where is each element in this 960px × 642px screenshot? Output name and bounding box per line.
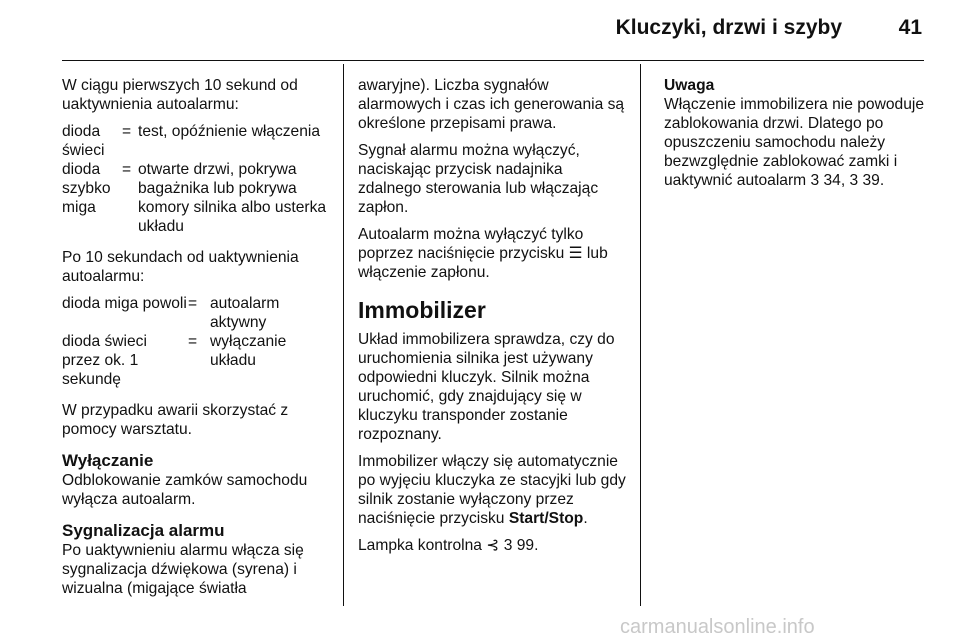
led-state: dioda świeci przez ok. 1 sekundę [62,333,147,388]
immobilizer-auto-text: Immobilizer włączy się automatycznie po wyjęciu kluczyka ze stacyjki lub gdy silnik zostanie wyłączony przez naciśnięcie przycisku Start/Stop. [358,453,626,527]
led-meaning: otwarte drzwi, pokrywa bagażnika lub pokrywa komory silnika albo usterka układu [138,161,327,235]
immobilizer-text: Układ immobilizera sprawdza, czy do uruchomienia silnika jest używany odpowiedni kluczyk. Silnik można uruchomić, gdy znajdujący się w kluczyku transponder zostanie rozpoznany. [358,331,615,443]
led-state: dioda miga powoli [62,295,187,312]
column-divider-2 [640,64,641,606]
note-text: Włączenie immobilizera nie powoduje zablokowania drzwi. Dlatego po opuszczeniu samochodu należy bezwzględnie zablokować zamki i uaktywnić autoalarm 3 34, 3 39. [664,96,925,189]
alarm-off-text: Sygnał alarmu można wyłączyć, naciskając przycisk nadajnika zdalnego sterowania lub włączając zapłon. [358,142,599,216]
sygnalizacja-text: Po uaktywnieniu alarmu włącza się sygnalizacja dźwiękowa (syrena) i wizualna (migające światła [62,542,304,597]
led-table-first-10s [62,122,334,236]
page-number: 41 [898,16,922,39]
equals-sign: = [188,295,198,312]
led-state: dioda szybko miga [62,161,111,216]
wylaczanie-text: Odblokowanie zamków samochodu wyłącza autoalarm. [62,472,308,508]
column-2 [358,76,630,563]
header-rule [62,60,924,61]
control-lamp-text: Lampka kontrolna ⊰ 3 99. [358,537,539,554]
equals-sign: = [122,161,132,178]
led-meaning: test, opóźnienie włączenia [138,123,321,140]
continued-text: awaryjne). Liczba sygnałów alarmowych i czas ich generowania są określone przepisami prawa. [358,77,625,132]
page-reference: 3 99. [503,537,539,554]
equals-sign: = [122,123,132,140]
led-meaning: autoalarm aktywny [210,295,280,331]
immobilizer-lamp-icon: ⊰ [486,537,500,554]
heading-wylaczanie: Wyłączanie [62,451,154,470]
failure-text: W przypadku awarii skorzystać z pomocy warsztatu. [62,402,289,438]
autoalarm-off-text: Autoalarm można wyłączyć tylko poprzez naciśnięcie przycisku ☰ lub włączenie zapłonu. [358,226,608,281]
column-3 [664,76,926,190]
intro-text: W ciągu pierwszych 10 sekund od uaktywnienia autoalarmu: [62,77,298,113]
header-title: Kluczyki, drzwi i szyby [615,16,842,39]
note-title: Uwaga [664,77,715,94]
column-1 [62,76,334,606]
led-table-after-10s [62,294,334,389]
heading-immobilizer: Immobilizer [358,297,486,323]
led-meaning: wyłączanie układu [210,333,287,369]
led-state: dioda świeci [62,123,105,159]
after-10s-text: Po 10 sekundach od uaktywnienia autoalarmu: [62,249,299,285]
lock-button-icon: ☰ [568,245,583,262]
heading-sygnalizacja: Sygnalizacja alarmu [62,521,225,540]
start-stop-label: Start/Stop [508,510,584,527]
watermark: carmanualsonline.info [620,616,815,638]
column-divider-1 [343,64,344,606]
equals-sign: = [188,333,198,350]
